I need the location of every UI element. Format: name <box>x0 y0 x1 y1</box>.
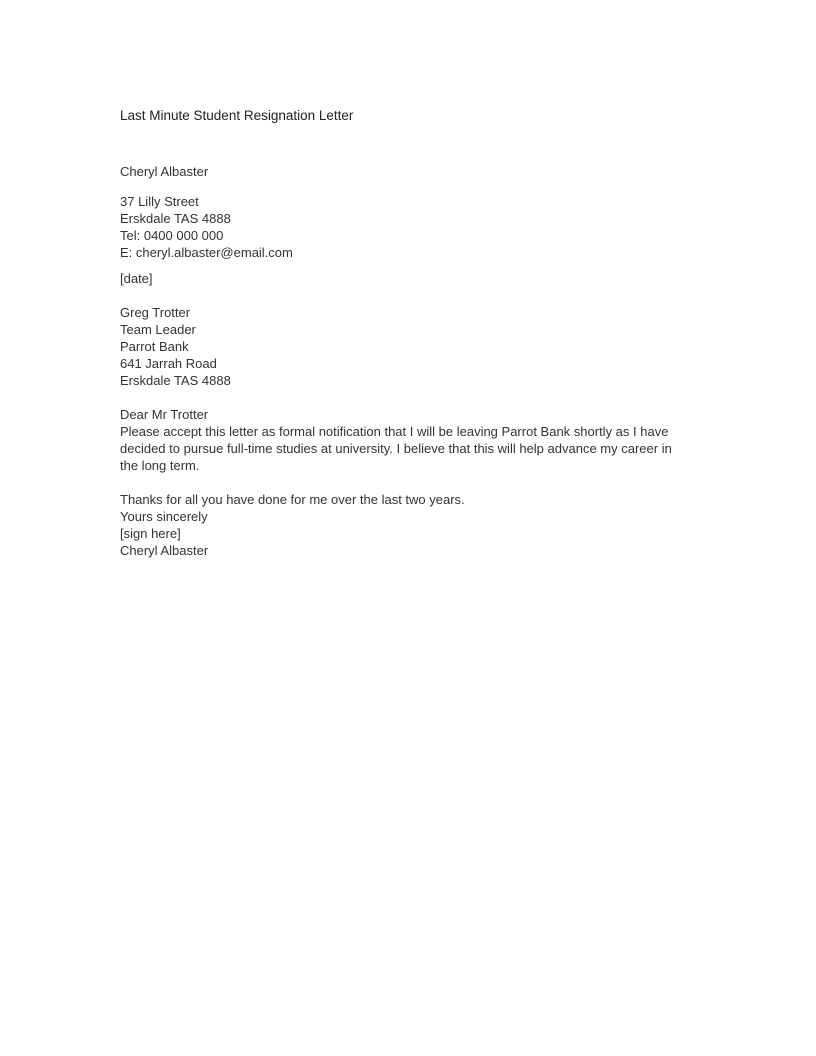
recipient-city: Erskdale TAS 4888 <box>120 373 231 388</box>
sender-city: Erskdale TAS 4888 <box>120 211 231 226</box>
sender-email: E: cheryl.albaster@email.com <box>120 245 293 260</box>
document-title: Last Minute Student Resignation Letter <box>120 108 354 123</box>
signature-name: Cheryl Albaster <box>120 543 209 558</box>
recipient-company: Parrot Bank <box>120 339 189 354</box>
body-line: the long term. <box>120 458 200 473</box>
salutation: Dear Mr Trotter <box>120 407 209 422</box>
sender-name-header <box>120 163 208 180</box>
sender-street: 37 Lilly Street <box>120 194 199 209</box>
recipient-address <box>120 304 231 389</box>
sender-address <box>120 193 293 261</box>
signoff: Yours sincerely <box>120 509 208 524</box>
sender-tel: Tel: 0400 000 000 <box>120 228 224 243</box>
salutation-block <box>120 406 208 423</box>
recipient-name: Greg Trotter <box>120 305 191 320</box>
recipient-role: Team Leader <box>120 322 196 337</box>
letter-date <box>120 270 153 287</box>
signature-placeholder: [sign here] <box>120 526 181 541</box>
body-line: Please accept this letter as formal notification that I will be leaving Parrot Bank shortly as I have <box>120 424 669 439</box>
sender-name: Cheryl Albaster <box>120 164 209 179</box>
letter-body <box>120 423 685 474</box>
closing-block <box>120 491 465 559</box>
body-line: decided to pursue full-time studies at university. I believe that this will help advance my career in <box>120 441 672 456</box>
thanks-line: Thanks for all you have done for me over the last two years. <box>120 492 465 507</box>
recipient-street: 641 Jarrah Road <box>120 356 217 371</box>
date-placeholder: [date] <box>120 271 153 286</box>
